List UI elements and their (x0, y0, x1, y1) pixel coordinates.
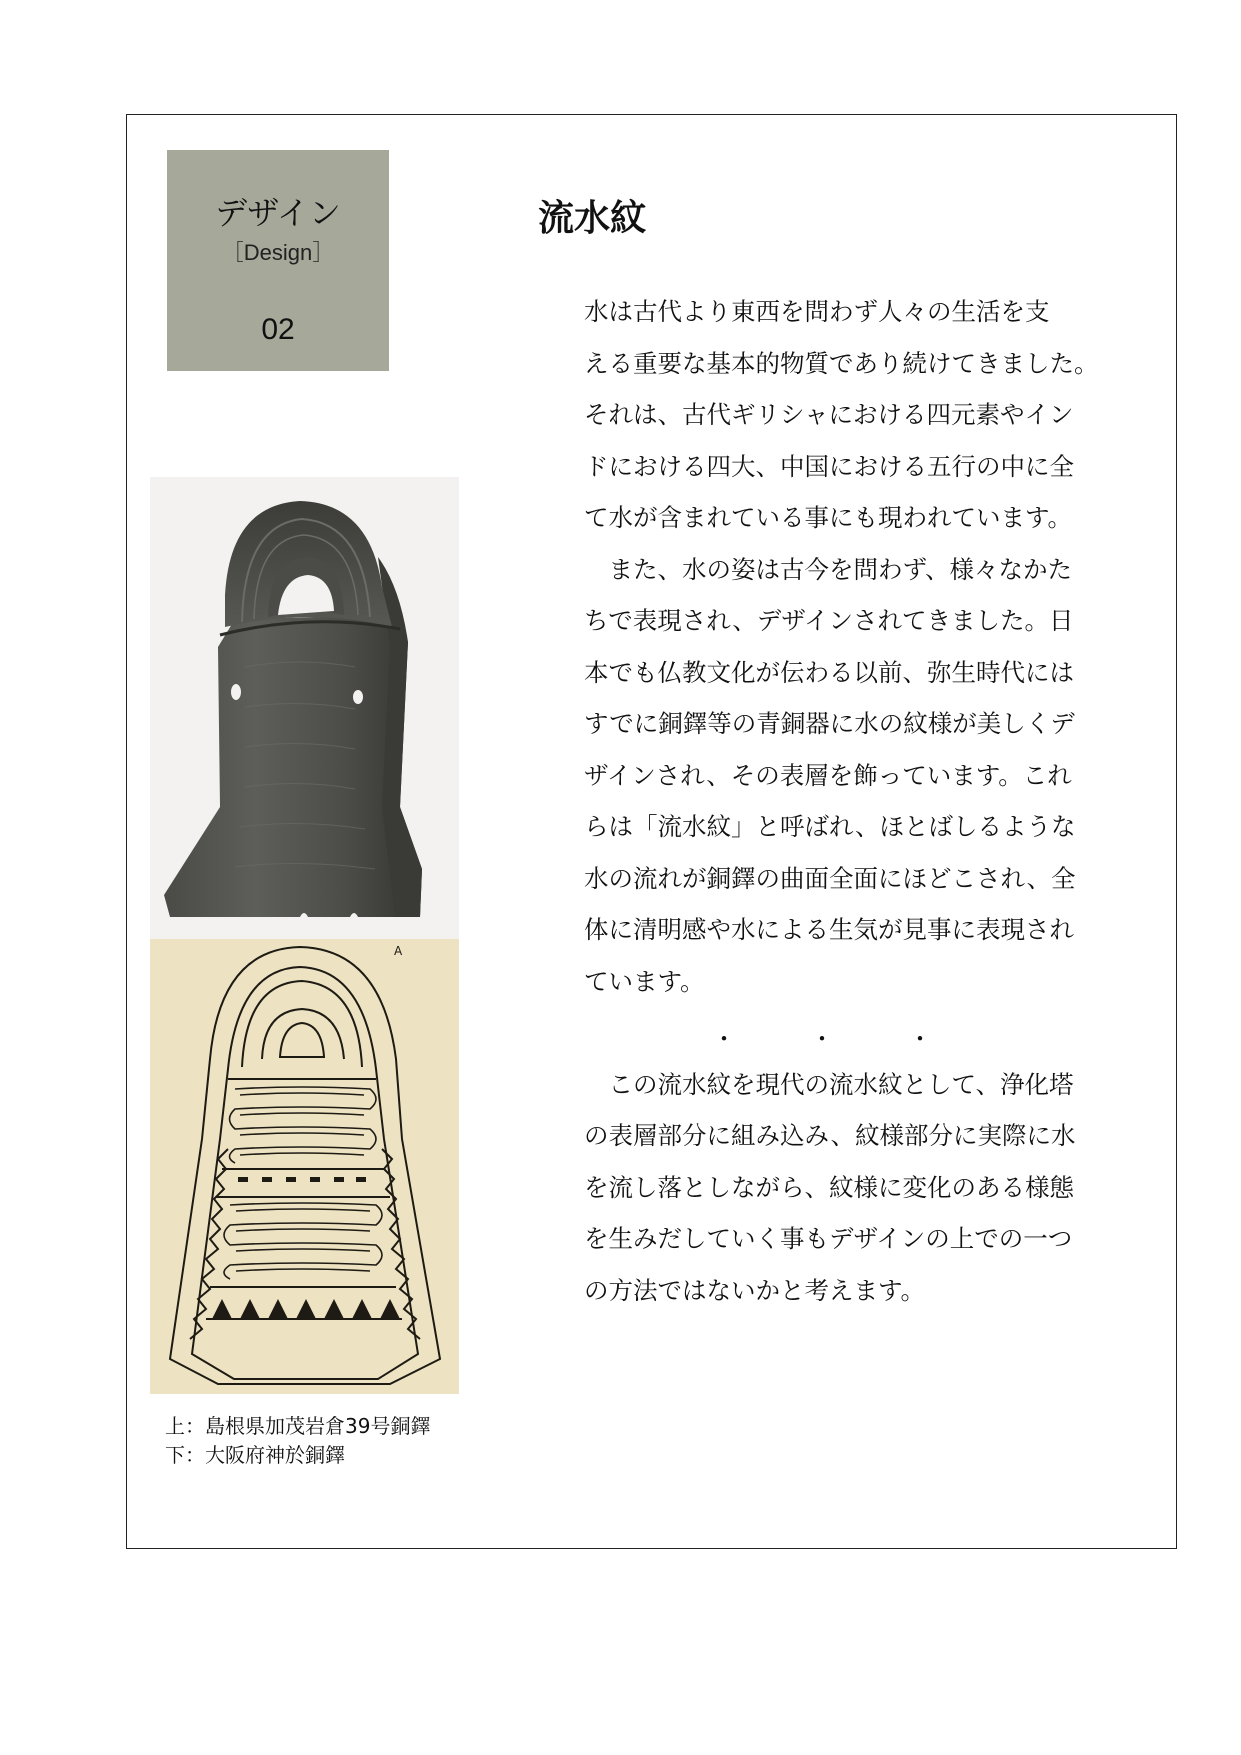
dotaku-photo-image (150, 477, 459, 939)
separator-dots (584, 1007, 1104, 1059)
body-line: の表層部分に組み込み、紋様部分に実際に水 (584, 1121, 1076, 1150)
body-line: 体に清明感や水による生気が見事に表現され (584, 915, 1074, 944)
body-line: 水は古代より東西を問わず人々の生活を支 (584, 297, 1050, 326)
caption-line-top: 上：島根県加茂岩倉39号銅鐸 (165, 1414, 431, 1438)
separator-dot: ・ (908, 1025, 932, 1053)
body-line: の方法ではないかと考えます。 (584, 1275, 926, 1305)
body-line: える重要な基本的物質であり続けてきました。 (584, 348, 1099, 378)
drawing-mark: A (394, 944, 403, 958)
caption-line-bottom: 下：大阪府神於銅鐸 (165, 1443, 345, 1467)
dotaku-photo (150, 477, 459, 939)
image-caption (165, 1412, 430, 1470)
body-line: この流水紋を現代の流水紋として、浄化塔 (584, 1069, 1074, 1099)
page-heading: 流水紋 (538, 198, 647, 239)
body-text (584, 286, 1104, 1316)
dotaku-drawing-image (150, 939, 459, 1394)
body-line: らは「流水紋」と呼ばれ、ほとばしるような (584, 812, 1076, 841)
body-line: 水の流れが銅鐸の曲面全面にほどこされ、全 (584, 863, 1076, 893)
section-label-subtitle: ［Design］ (221, 240, 335, 265)
body-line: すでに銅鐸等の青銅器に水の紋様が美しくデ (584, 709, 1075, 738)
body-line: を流し落としながら、紋様に変化のある様態 (584, 1172, 1074, 1202)
separator-dot: ・ (712, 1025, 736, 1053)
body-line: また、水の姿は古今を問わず、様々なかた (584, 554, 1073, 584)
separator-dot: ・ (810, 1025, 834, 1053)
dotaku-drawing (150, 939, 459, 1394)
body-line: ちで表現され、デザインされてきました。日 (584, 606, 1074, 635)
body-line: ています。 (584, 966, 705, 996)
body-line: て水が含まれている事にも現われています。 (584, 503, 1073, 532)
body-line: それは、古代ギリシャにおける四元素やイン (584, 400, 1074, 429)
body-line: ザインされ、その表層を飾っています。これ (584, 760, 1072, 790)
section-label-title: デザイン (215, 194, 341, 232)
body-line: 本でも仏教文化が伝わる以前、弥生時代には (584, 657, 1074, 687)
body-line: ドにおける四大、中国における五行の中に全 (584, 451, 1074, 481)
section-label-box (167, 150, 389, 371)
section-number: 02 (261, 313, 295, 346)
body-line: を生みだしていく事もデザインの上での一つ (584, 1224, 1073, 1253)
